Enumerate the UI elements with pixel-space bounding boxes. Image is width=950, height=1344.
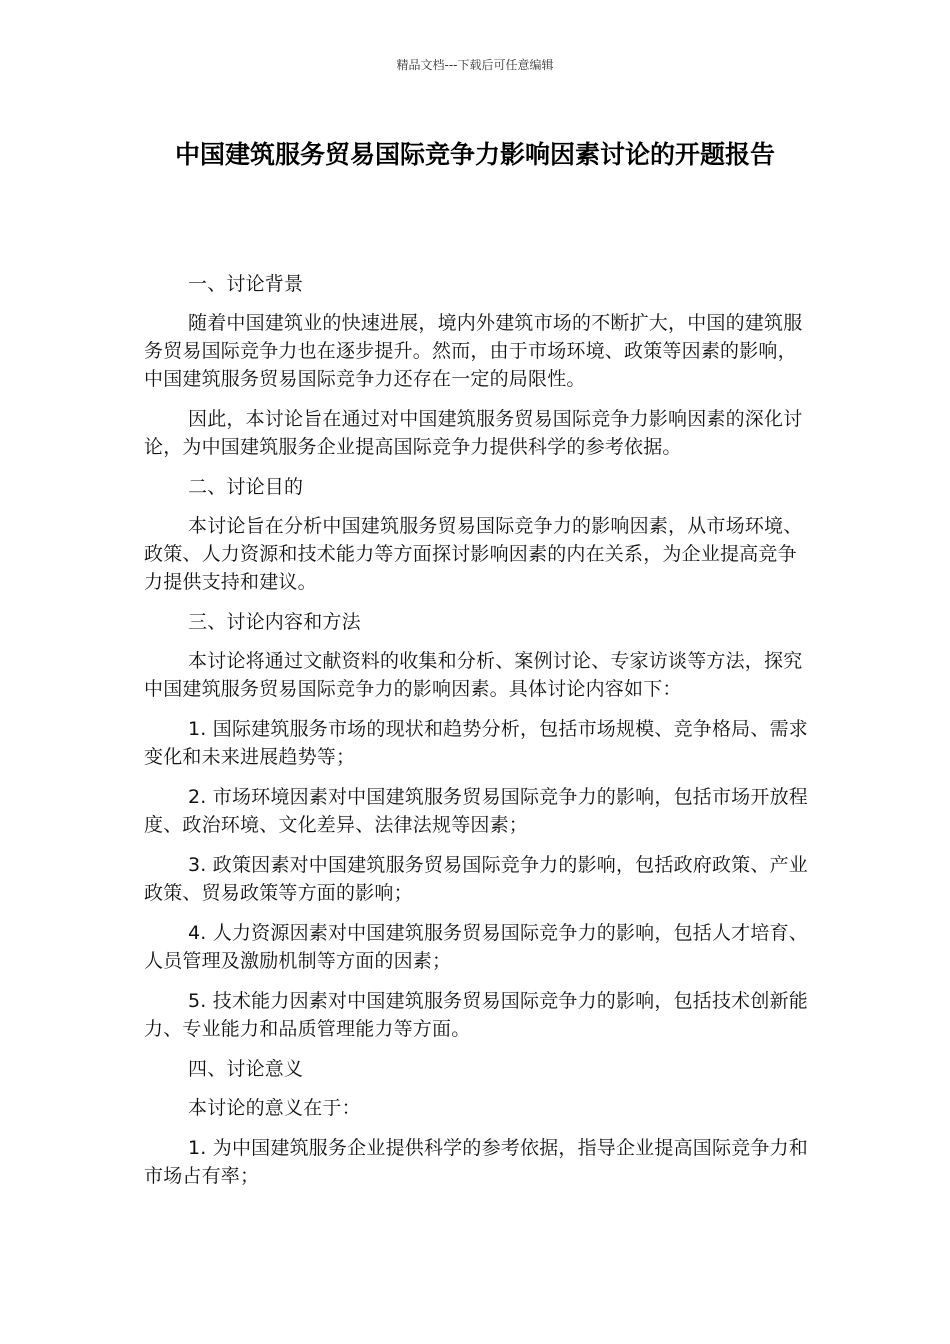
paragraph-content-methods: 本讨论将通过文献资料的收集和分析、案例讨论、专家访谈等方法，探究中国建筑服务贸易国际竞争力的影响因素。具体讨论内容如下： — [144, 650, 803, 700]
list-item-human-resources: 4. 人力资源因素对中国建筑服务贸易国际竞争力的影响，包括人才培育、人员管理及激励机制等方面的因素； — [144, 922, 808, 972]
section-heading-significance: 四、讨论意义 — [188, 1058, 304, 1080]
document-body — [144, 270, 810, 1202]
paragraph-background-1: 随着中国建筑业的快速进展，境内外建筑市场的不断扩大，中国的建筑服务贸易国际竞争力也在逐步提升。然而，由于市场环境、政策等因素的影响，中国建筑服务贸易国际竞争力还存在一定的局限性。 — [144, 312, 803, 390]
paragraph-purpose: 本讨论旨在分析中国建筑服务贸易国际竞争力的影响因素，从市场环境、政策、人力资源和技术能力等方面探讨影响因素的内在关系，为企业提高竞争力提供支持和建议。 — [144, 515, 803, 593]
section-heading-content-methods: 三、讨论内容和方法 — [188, 611, 361, 633]
list-item-market-trends: 1. 国际建筑服务市场的现状和趋势分析，包括市场规模、竞争格局、需求变化和未来进展趋势等； — [144, 718, 808, 768]
list-item-significance-1: 1. 为中国建筑服务企业提供科学的参考依据，指导企业提高国际竞争力和市场占有率； — [144, 1137, 808, 1187]
paragraph-background-2: 因此，本讨论旨在通过对中国建筑服务贸易国际竞争力影响因素的深化讨论，为中国建筑服务企业提高国际竞争力提供科学的参考依据。 — [144, 408, 803, 458]
section-heading-background: 一、讨论背景 — [188, 273, 304, 295]
list-item-technical-capability: 5. 技术能力因素对中国建筑服务贸易国际竞争力的影响，包括技术创新能力、专业能力和品质管理能力等方面。 — [144, 990, 808, 1040]
page-header-note: 精品文档---下载后可任意编辑 — [396, 58, 554, 72]
document-title: 中国建筑服务贸易国际竞争力影响因素讨论的开题报告 — [174, 140, 775, 169]
section-heading-purpose: 二、讨论目的 — [188, 476, 304, 498]
list-item-market-environment: 2. 市场环境因素对中国建筑服务贸易国际竞争力的影响，包括市场开放程度、政治环境、文化差异、法律法规等因素； — [144, 786, 808, 836]
paragraph-significance-intro: 本讨论的意义在于： — [188, 1097, 361, 1119]
list-item-policy-factors: 3. 政策因素对中国建筑服务贸易国际竞争力的影响，包括政府政策、产业政策、贸易政策等方面的影响； — [144, 854, 808, 904]
